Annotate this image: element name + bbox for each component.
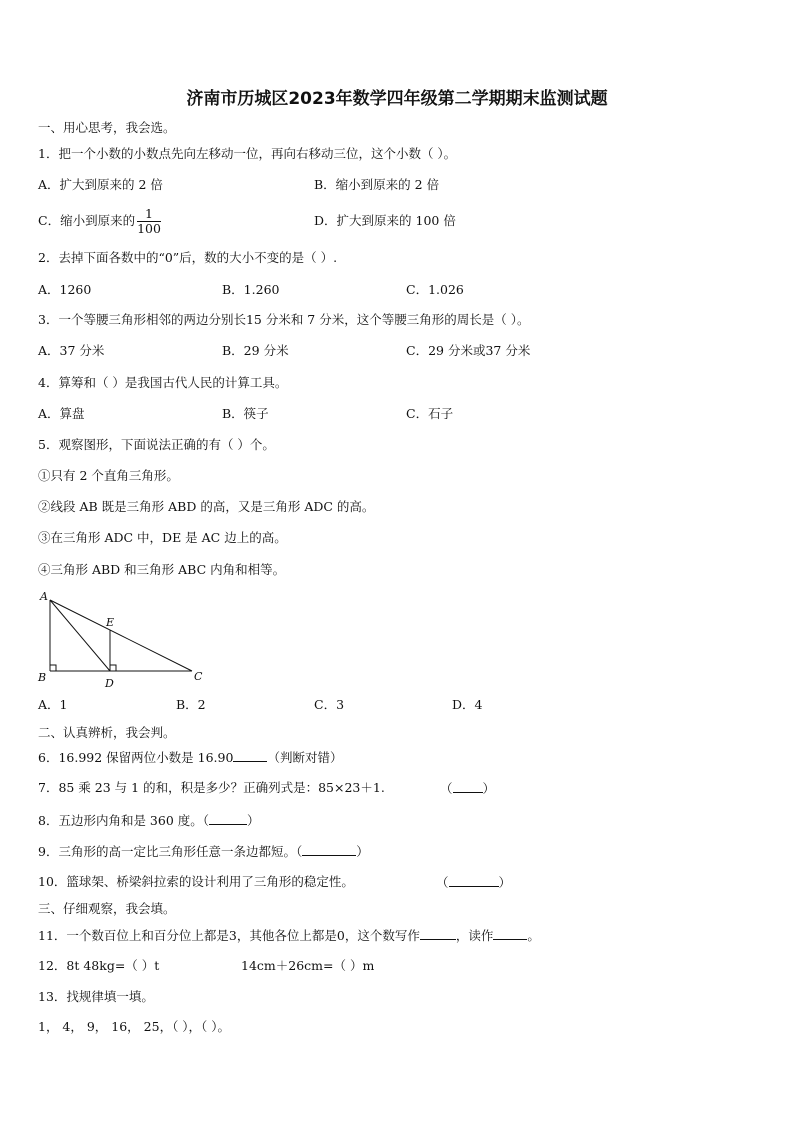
q5-option-d[interactable]: D．4	[452, 697, 483, 712]
q4-stem: 4．算筹和（ ）是我国古代人民的计算工具。	[38, 375, 288, 390]
q9-answer-blank[interactable]	[302, 843, 356, 856]
q10-open-paren: （	[436, 875, 449, 890]
q6-text: 6．16.992 保留两位小数是 16.90	[38, 750, 234, 765]
q7-open-paren: （	[440, 781, 453, 796]
q3-option-c[interactable]: C．29 分米或37 分米	[406, 343, 531, 358]
q4-option-a[interactable]: A．算盘	[38, 406, 85, 421]
q6-tail: （判断对错）	[267, 750, 343, 765]
vertex-label-e: E	[106, 616, 115, 629]
vertex-label-d: D	[105, 677, 114, 690]
q6	[38, 749, 342, 766]
fraction-denominator: 100	[137, 221, 161, 236]
q2-option-c[interactable]: C．1.026	[406, 282, 464, 297]
q5-statement-4: ④三角形 ABD 和三角形 ABC 内角和相等。	[38, 562, 286, 577]
q1-option-b[interactable]: B．缩小到原来的 2 倍	[314, 177, 440, 192]
fraction-numerator: 1	[137, 207, 161, 222]
vertex-label-a: A	[40, 590, 48, 603]
q4-option-c[interactable]: C．石子	[406, 406, 454, 421]
q1-option-c-label: C．缩小到原来的	[38, 213, 136, 228]
segment-ad	[50, 600, 110, 671]
segment-ac	[50, 600, 192, 671]
triangle-figure	[30, 585, 210, 693]
fraction-1-100	[137, 207, 161, 236]
q1-option-d[interactable]: D．扩大到原来的 100 倍	[314, 213, 456, 228]
section-1-heading: 一、用心思考，我会选。	[38, 120, 176, 135]
q12-part-2: 14cm＋26cm=（ ）m	[241, 958, 375, 973]
q5-statement-2: ②线段 AB 既是三角形 ABD 的高，又是三角形 ADC 的高。	[38, 499, 375, 514]
q7-answer	[440, 780, 495, 797]
q9	[38, 843, 369, 860]
q10-close-paren: ）	[498, 875, 512, 890]
section-3-heading: 三、仔细观察，我会填。	[38, 901, 176, 916]
q5-statement-1: ①只有 2 个直角三角形。	[38, 468, 179, 483]
q7-text: 7．85 乘 23 与 1 的和，积是多少？正确列式是：85×23＋1.	[38, 780, 385, 795]
q2-stem: 2．去掉下面各数中的“0”后，数的大小不变的是（ ）.	[38, 250, 338, 265]
q3-stem: 3．一个等腰三角形相邻的两边分别长15 分米和 7 分米，这个等腰三角形的周长是（ ）。	[38, 312, 530, 327]
q9-close-paren: ）	[356, 844, 369, 859]
q11-written-blank[interactable]	[420, 927, 456, 940]
section-2-heading: 二、认真辨析，我会判。	[38, 725, 176, 740]
q10-answer	[436, 874, 511, 891]
q5-option-c[interactable]: C．3	[314, 697, 345, 712]
q1-option-a[interactable]: A．扩大到原来的 2 倍	[38, 177, 163, 192]
q8	[38, 812, 260, 829]
q10-text: 10．篮球架、桥梁斜拉索的设计利用了三角形的稳定性。	[38, 874, 354, 889]
q8-answer-blank[interactable]	[209, 812, 247, 825]
page-title: 济南市历城区2023年数学四年级第二学期期末监测试题	[186, 89, 608, 109]
q2-option-a[interactable]: A．1260	[38, 282, 92, 297]
q5-statement-3: ③在三角形 ADC 中，DE 是 AC 边上的高。	[38, 530, 287, 545]
q8-close-paren: ）	[247, 813, 260, 828]
q11-part-3: 。	[527, 928, 540, 943]
q11-read-blank[interactable]	[493, 927, 527, 940]
q7-answer-blank[interactable]	[453, 780, 483, 793]
q6-answer-blank[interactable]	[233, 749, 267, 762]
right-angle-mark-b	[50, 665, 56, 671]
q1-option-c[interactable]	[38, 203, 161, 239]
q13-sequence: 1， 4， 9， 16， 25，（ ），（ ）。	[38, 1019, 231, 1034]
q5-option-a[interactable]: A．1	[38, 697, 68, 712]
q5-stem: 5．观察图形，下面说法正确的有（ ）个。	[38, 437, 275, 452]
q11-part-1: 11．一个数百位上和百分位上都是3，其他各位上都是0，这个数写作	[38, 928, 420, 943]
vertex-label-b: B	[38, 671, 47, 684]
q10-answer-blank[interactable]	[449, 874, 499, 887]
q4-option-b[interactable]: B．筷子	[222, 406, 269, 421]
q11-part-2: ，读作	[455, 928, 494, 943]
q9-text: 9．三角形的高一定比三角形任意一条边都短。（	[38, 844, 303, 859]
q2-option-b[interactable]: B．1.260	[222, 282, 280, 297]
q3-option-b[interactable]: B．29 分米	[222, 343, 289, 358]
q3-option-a[interactable]: A．37 分米	[38, 343, 105, 358]
vertex-label-c: C	[194, 670, 203, 683]
q12-part-1: 12．8t 48kg=（ ）t	[38, 958, 160, 973]
q8-text: 8．五边形内角和是 360 度。（	[38, 813, 210, 828]
q13-stem: 13．找规律填一填。	[38, 989, 154, 1004]
q11	[38, 927, 540, 944]
q1-stem: 1．把一个小数的小数点先向左移动一位，再向右移动三位，这个小数（ ）。	[38, 146, 457, 161]
q5-option-b[interactable]: B．2	[176, 697, 206, 712]
q7-close-paren: ）	[482, 781, 496, 796]
right-angle-mark-d	[110, 665, 116, 671]
